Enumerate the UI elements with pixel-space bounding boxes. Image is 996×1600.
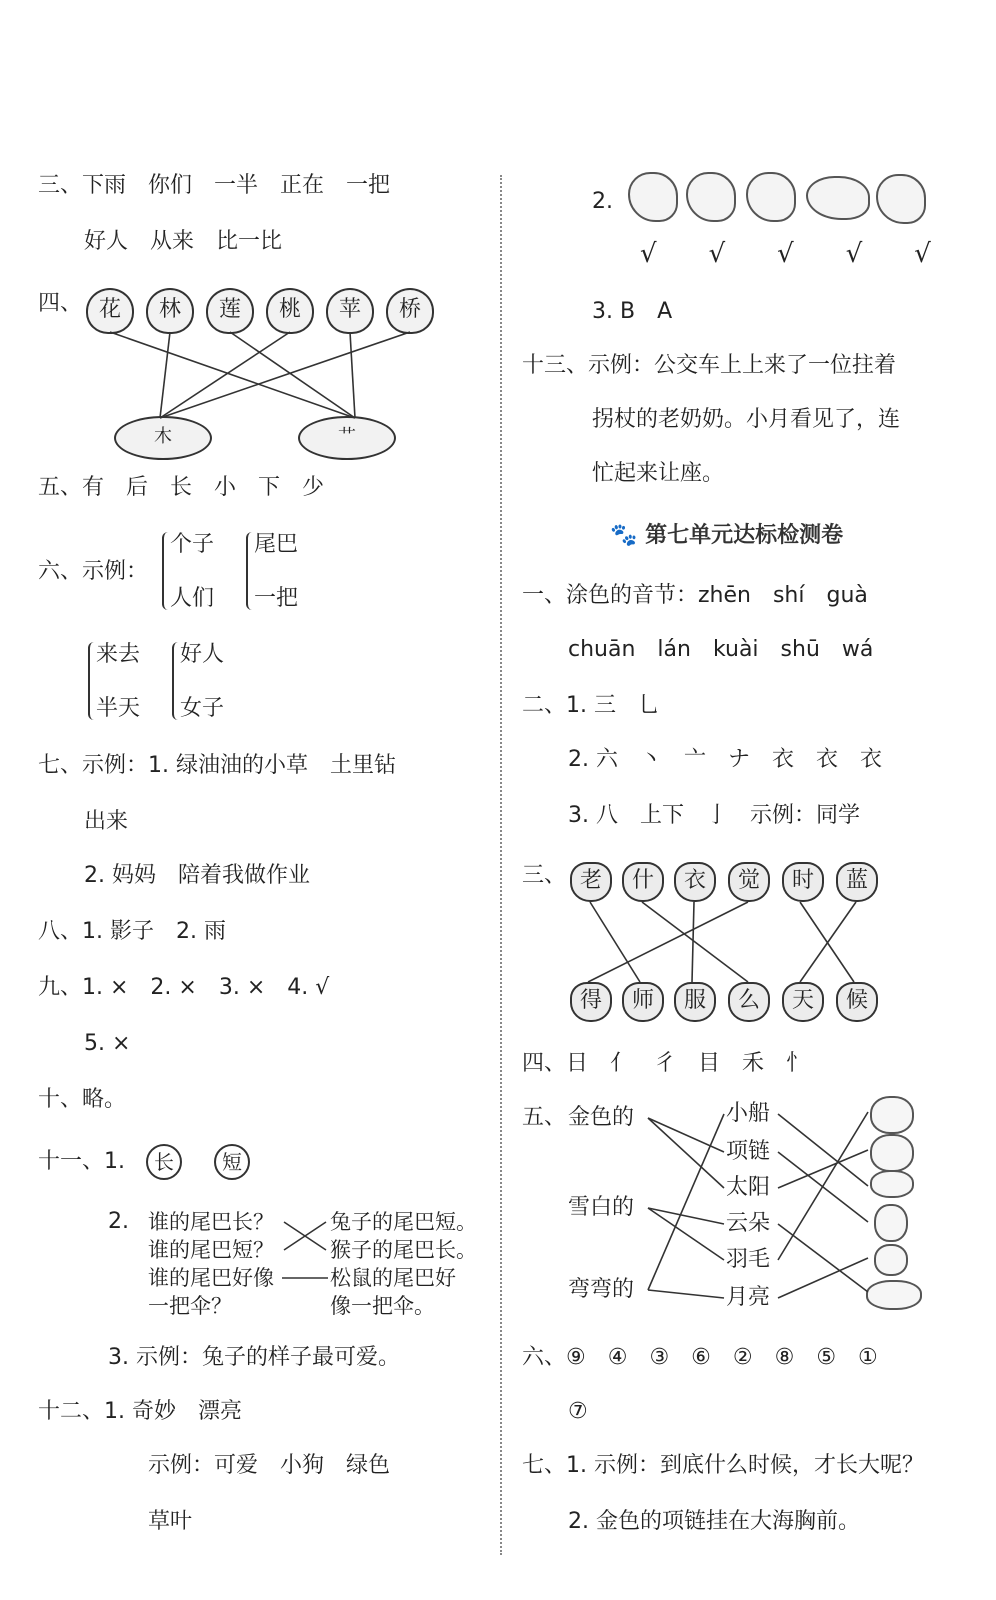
char-bubble: 时 — [782, 862, 824, 902]
answer-shiyi-label: 十一、1. — [38, 1149, 125, 1174]
answer-si-r: 四、日 亻 彳 目 禾 忄 — [522, 1051, 809, 1076]
answer-ba: 八、1. 影子 2. 雨 — [38, 919, 226, 944]
answer-qi-line2: 出来 — [84, 809, 129, 834]
answer-shier-line1: 十二、1. 奇妙 漂亮 — [38, 1399, 242, 1424]
shiyi-item2-label: 2. — [108, 1209, 129, 1234]
seahorse-icon — [746, 172, 796, 222]
char-bubble: 么 — [728, 982, 770, 1022]
circled-answer: 长 — [146, 1144, 182, 1180]
answer-er-line2: 2. 六 丶 亠 ナ 衣 衣 衣 — [568, 747, 882, 772]
answer-liu-r: 六、⑨ ④ ③ ⑥ ② ⑧ ⑤ ① — [522, 1345, 878, 1370]
char-bubble: 服 — [674, 982, 716, 1022]
answer-wu: 五、有 后 长 小 下 少 — [38, 475, 325, 500]
match-mid-word: 太阳 — [726, 1175, 771, 1200]
answer-si-label: 四、 — [38, 291, 83, 316]
answer-jiu-line1: 九、1. × 2. × 3. × 4. √ — [38, 975, 330, 1000]
match-mid-word: 羽毛 — [726, 1247, 771, 1272]
radical-leaf: 木 — [114, 416, 212, 460]
moon-icon — [874, 1244, 908, 1276]
char-bubble: 觉 — [728, 862, 770, 902]
sun-icon — [870, 1134, 914, 1172]
shiyi-question: 谁的尾巴短？ — [148, 1238, 274, 1262]
match-left-word: 弯弯的 — [568, 1277, 635, 1302]
char-bubble: 师 — [622, 982, 664, 1022]
answer-wu-label-r: 五、 — [522, 1105, 567, 1130]
r2-checks: √ √ √ √ √ — [640, 239, 931, 269]
word-cloud: 莲 — [206, 288, 254, 334]
circled-answer: 短 — [214, 1144, 250, 1180]
shiyi-item3: 3. 示例：兔子的样子最可爱。 — [108, 1345, 400, 1370]
feather-icon — [870, 1096, 914, 1134]
match-mid-word: 项链 — [726, 1139, 771, 1164]
shiyi-question: 谁的尾巴好像 — [148, 1266, 274, 1290]
answer-qi-r-line2: 2. 金色的项链挂在大海胸前。 — [568, 1509, 860, 1534]
answer-qi-r-line1: 七、1. 示例：到底什么时候，才长大呢？ — [522, 1453, 924, 1478]
word-cloud: 花 — [86, 288, 134, 334]
dolphin-icon — [628, 172, 678, 222]
word-pair-item: 女子 — [180, 696, 225, 721]
radical-leaf: 艹 — [298, 416, 396, 460]
shiyi-question: 一把伞？ — [148, 1294, 232, 1318]
word-pair-item: 尾巴 — [254, 532, 299, 557]
answer-san-label-r: 三、 — [522, 863, 567, 888]
char-bubble: 得 — [570, 982, 612, 1022]
shiyi-answer: 像一把伞。 — [330, 1294, 435, 1318]
answer-shier-line2: 示例：可爱 小狗 绿色 — [148, 1453, 391, 1478]
necklace-icon — [874, 1204, 908, 1242]
answer-yi-line1: 一、涂色的音节：zhēn shí guà — [522, 583, 868, 608]
word-pair-item: 个子 — [170, 532, 215, 557]
match-left-word: 雪白的 — [568, 1195, 635, 1220]
turtle-icon — [806, 176, 870, 220]
r3-answer: 3. B A — [592, 299, 673, 324]
unit-title — [610, 522, 843, 550]
paw-icon: 🐾 — [610, 523, 638, 548]
crab-icon — [876, 174, 926, 224]
char-bubble: 衣 — [674, 862, 716, 902]
unit-title-text: 第七单元达标检测卷 — [645, 523, 844, 548]
answer-shier-line3: 草叶 — [148, 1509, 193, 1534]
answer-shisan-line2: 拐杖的老奶奶。小月看见了，连 — [592, 407, 901, 432]
answer-shisan-line3: 忙起来让座。 — [592, 461, 725, 486]
match-left-word: 金色的 — [568, 1105, 635, 1130]
char-bubble: 老 — [570, 862, 612, 902]
cloud-icon — [866, 1280, 922, 1310]
answer-er-line1: 二、1. 三 乚 — [522, 693, 660, 718]
match-mid-word: 月亮 — [726, 1285, 771, 1310]
answer-qi-line3: 2. 妈妈 陪着我做作业 — [84, 863, 310, 888]
char-bubble: 什 — [622, 862, 664, 902]
word-cloud: 苹 — [326, 288, 374, 334]
answer-liu-label: 六、示例： — [38, 559, 149, 584]
word-pair-item: 半天 — [96, 696, 141, 721]
answer-yi-line2: chuān lán kuài shū wá — [568, 637, 874, 662]
seal-icon — [686, 172, 736, 222]
word-pair-item: 来去 — [96, 642, 141, 667]
answer-san-line1: 三、下雨 你们 一半 正在 一把 — [38, 173, 391, 198]
match-mid-word: 云朵 — [726, 1211, 771, 1236]
char-bubble: 天 — [782, 982, 824, 1022]
match-mid-word: 小船 — [726, 1101, 771, 1126]
char-bubble: 候 — [836, 982, 878, 1022]
word-cloud: 桃 — [266, 288, 314, 334]
answer-jiu-line2: 5. × — [84, 1031, 131, 1056]
answer-qi-line1: 七、示例：1. 绿油油的小草 土里钻 — [38, 753, 396, 778]
word-pair-item: 人们 — [170, 586, 215, 611]
shiyi-answer: 兔子的尾巴短。 — [330, 1210, 477, 1234]
shiyi-answer: 松鼠的尾巴好 — [330, 1266, 456, 1290]
word-cloud: 桥 — [386, 288, 434, 334]
answer-shisan-line1: 十三、示例：公交车上上来了一位拄着 — [522, 353, 897, 378]
answer-san-line2: 好人 从来 比一比 — [84, 229, 283, 254]
word-pair-item: 一把 — [254, 586, 299, 611]
column-divider — [500, 175, 502, 1555]
shiyi-answer: 猴子的尾巴长。 — [330, 1238, 477, 1262]
word-pair-item: 好人 — [180, 642, 225, 667]
shiyi-question: 谁的尾巴长？ — [148, 1210, 274, 1234]
char-bubble: 蓝 — [836, 862, 878, 902]
r2-label: 2. — [592, 189, 613, 214]
boat-icon — [870, 1170, 914, 1198]
answer-er-line3: 3. 八 上下 亅 示例：同学 — [568, 803, 860, 828]
answer-shi: 十、略。 — [38, 1087, 127, 1112]
word-cloud: 林 — [146, 288, 194, 334]
answer-liu-r-line2: ⑦ — [568, 1399, 588, 1424]
